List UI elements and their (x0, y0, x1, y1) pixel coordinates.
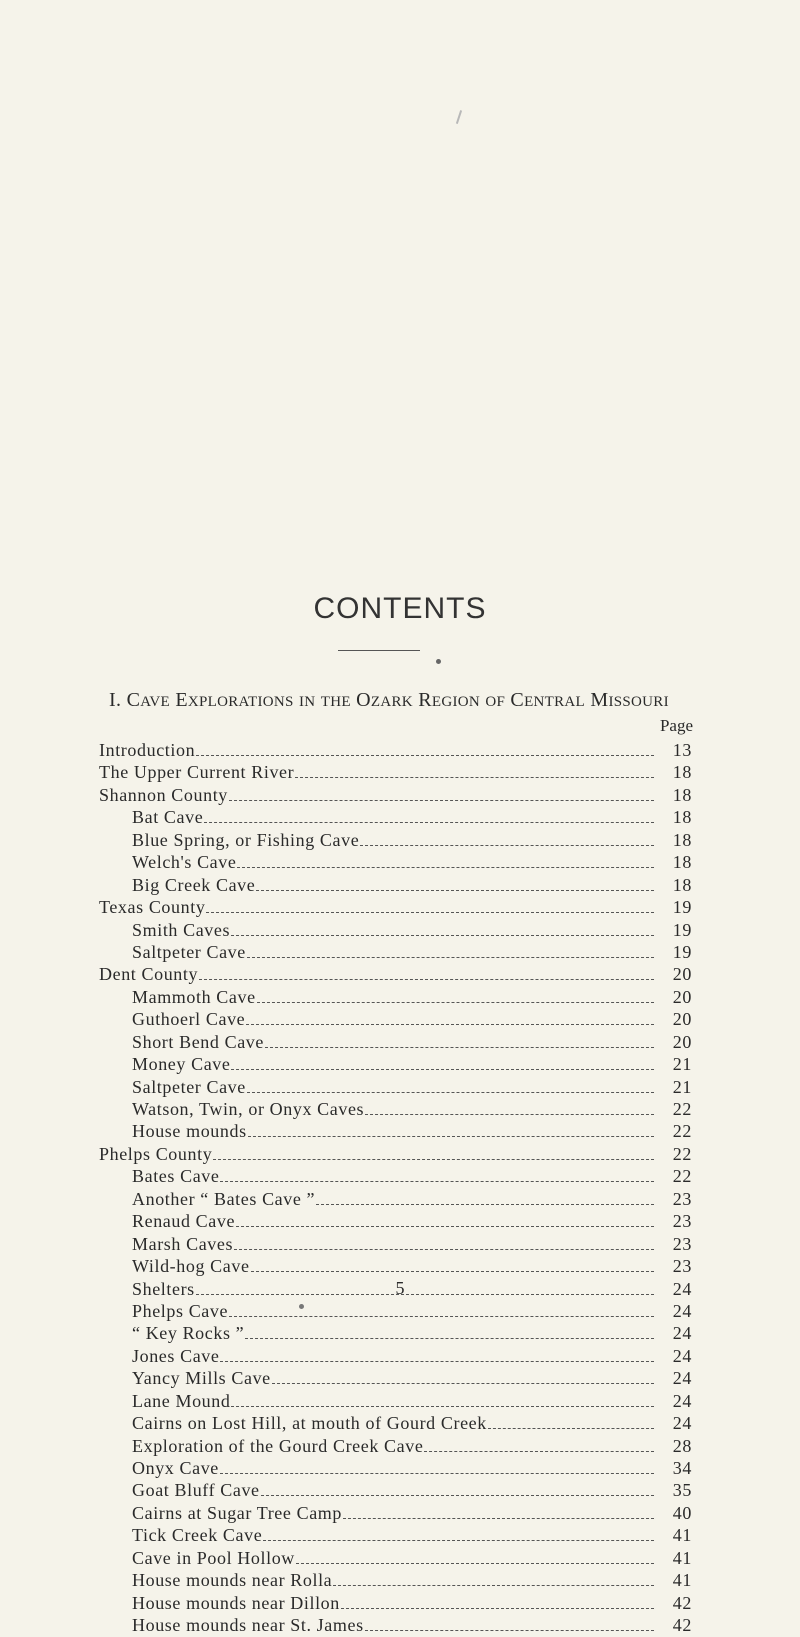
toc-entry-title: Smith Caves (132, 919, 231, 940)
toc-entry-page: 22 (672, 1121, 692, 1142)
toc-entry-page: 23 (672, 1188, 692, 1209)
toc-entry (99, 1008, 692, 1030)
dot-leader (265, 1047, 654, 1048)
part-title-word: IN (298, 694, 316, 710)
dot-leader (296, 1563, 654, 1564)
toc-entry (99, 1345, 692, 1367)
toc-entry-title: Phelps County (99, 1143, 213, 1164)
part-title-word: OF (485, 694, 506, 710)
toc-entry-page: 34 (672, 1458, 692, 1478)
toc-entry (99, 1076, 692, 1098)
toc-entry (99, 1367, 692, 1389)
toc-entry-title: Saltpeter Cave (132, 1076, 246, 1097)
toc-entry-title: Introduction (99, 740, 196, 760)
toc-entry (99, 1390, 692, 1412)
toc-entry-title: Mammoth Cave (132, 986, 256, 1007)
toc-entry (99, 806, 692, 828)
toc-entry-page: 18 (672, 807, 692, 828)
toc-entry-page: 20 (672, 1031, 692, 1052)
dot-leader (365, 1630, 654, 1631)
part-title-word: CAVE (126, 689, 171, 711)
toc-entry (99, 1255, 692, 1277)
dot-leader (213, 1159, 654, 1160)
toc-entry (99, 1031, 692, 1053)
part-title-word: EXPLORATIONS (175, 689, 294, 711)
toc-entry-title: “ Key Rocks ” (132, 1323, 245, 1344)
ink-spot (299, 1304, 304, 1309)
toc-entry-title: Cave in Pool Hollow (132, 1547, 295, 1568)
toc-entry-title: Exploration of the Gourd Creek Cave (132, 1435, 424, 1456)
toc-entry-title: Shelters (132, 1278, 195, 1299)
toc-entry-title: Big Creek Cave (132, 874, 256, 895)
toc-entry-page: 20 (672, 986, 692, 1007)
toc-entry (99, 829, 692, 851)
ornament-dot (436, 659, 441, 664)
toc-entry-page: 18 (672, 784, 692, 805)
contents-list (99, 739, 692, 1637)
part-title-word: THE (320, 694, 351, 710)
dot-leader (256, 890, 654, 891)
toc-entry-page: 13 (672, 740, 692, 760)
toc-entry-page: 24 (672, 1413, 692, 1434)
toc-entry-page: 18 (672, 852, 692, 873)
dot-leader (220, 1361, 654, 1362)
dot-leader (229, 800, 654, 801)
dot-leader (204, 822, 654, 823)
contents-heading: CONTENTS (313, 592, 487, 625)
toc-entry-title: Short Bend Cave (132, 1031, 264, 1052)
toc-entry (99, 1569, 692, 1591)
page-column-label: Page (659, 716, 693, 735)
dot-leader (245, 1338, 654, 1339)
toc-entry (99, 851, 692, 873)
dot-leader (272, 1383, 654, 1384)
dot-leader (424, 1451, 654, 1452)
dot-leader (206, 912, 654, 913)
toc-entry-title: The Upper Current River (99, 762, 295, 783)
dot-leader (295, 777, 654, 778)
toc-entry (99, 1120, 692, 1142)
dot-leader (220, 1473, 654, 1474)
toc-entry-title: Blue Spring, or Fishing Cave (132, 829, 360, 850)
toc-entry (99, 784, 692, 806)
toc-entry-page: 41 (672, 1525, 692, 1546)
toc-entry-page: 24 (672, 1323, 692, 1344)
toc-entry (99, 1165, 692, 1187)
dot-leader (196, 755, 654, 756)
dot-leader (360, 845, 654, 846)
toc-entry-page: 22 (672, 1143, 692, 1164)
toc-entry-title: Money Cave (132, 1054, 231, 1075)
dot-leader (365, 1114, 654, 1115)
toc-entry (99, 1412, 692, 1434)
dot-leader (247, 1092, 654, 1093)
toc-entry-title: Cairns at Sugar Tree Camp (132, 1502, 342, 1523)
toc-entry-title: Another “ Bates Cave ” (132, 1188, 316, 1209)
toc-entry-page: 24 (672, 1300, 692, 1321)
toc-entry-page: 35 (672, 1480, 692, 1501)
part-numeral: I. (109, 689, 122, 711)
toc-entry (99, 986, 692, 1008)
toc-entry-page: 24 (672, 1278, 692, 1299)
toc-entry-page: 18 (672, 874, 692, 895)
part-title (109, 689, 669, 712)
dot-leader (220, 1181, 654, 1182)
toc-entry (99, 874, 692, 896)
toc-entry (99, 1614, 692, 1636)
toc-entry (99, 1502, 692, 1524)
toc-entry-title: Goat Bluff Cave (132, 1480, 260, 1501)
dot-leader (236, 1226, 654, 1227)
toc-entry (99, 896, 692, 918)
dot-leader (199, 979, 654, 980)
dot-leader (343, 1518, 654, 1519)
toc-entry-page: 40 (672, 1502, 692, 1523)
dot-leader (333, 1585, 654, 1586)
toc-entry-title: Renaud Cave (132, 1211, 236, 1232)
toc-entry-page: 19 (672, 919, 692, 940)
toc-entry (99, 963, 692, 985)
toc-entry-title: House mounds near Dillon (132, 1592, 340, 1613)
toc-entry-title: Shannon County (99, 784, 228, 805)
toc-entry (99, 941, 692, 963)
toc-entry-title: House mounds near St. James (132, 1615, 364, 1636)
toc-entry-title: House mounds (132, 1121, 247, 1142)
toc-entry (99, 1592, 692, 1614)
toc-entry (99, 761, 692, 783)
toc-entry (99, 1435, 692, 1457)
toc-entry-page: 20 (672, 1009, 692, 1030)
dot-leader (248, 1136, 654, 1137)
toc-entry (99, 1188, 692, 1210)
toc-entry-title: Lane Mound (132, 1390, 231, 1411)
dot-leader (246, 1024, 654, 1025)
toc-entry-page: 24 (672, 1368, 692, 1389)
toc-entry-title: Texas County (99, 897, 206, 918)
toc-entry-page: 18 (672, 829, 692, 850)
toc-entry-page: 22 (672, 1099, 692, 1119)
toc-entry-title: Tick Creek Cave (132, 1525, 263, 1546)
toc-entry (99, 739, 692, 761)
dot-leader (251, 1271, 654, 1272)
part-title-word: CENTRAL (510, 689, 586, 711)
toc-entry-page: 28 (672, 1435, 692, 1456)
toc-entry (99, 1210, 692, 1232)
toc-entry (99, 1098, 692, 1120)
toc-entry-title: Jones Cave (132, 1345, 220, 1366)
dot-leader (341, 1608, 654, 1609)
toc-entry-title: Onyx Cave (132, 1458, 219, 1478)
toc-entry-title: Saltpeter Cave (132, 941, 246, 962)
toc-entry-page: 21 (672, 1076, 692, 1097)
toc-entry-page: 20 (672, 964, 692, 985)
toc-entry-page: 41 (672, 1570, 692, 1591)
toc-entry-page: 24 (672, 1390, 692, 1411)
toc-entry-page: 21 (672, 1054, 692, 1075)
toc-entry (99, 1322, 692, 1344)
dot-leader (229, 1316, 654, 1317)
part-title-word: OZARK (356, 689, 413, 711)
dot-leader (237, 867, 654, 868)
dot-leader (316, 1204, 654, 1205)
heading-rule (338, 650, 420, 651)
toc-entry (99, 1143, 692, 1165)
toc-entry (99, 1524, 692, 1546)
stray-pencil-mark (456, 110, 462, 124)
toc-entry-page: 24 (672, 1345, 692, 1366)
toc-entry-page: 23 (672, 1211, 692, 1232)
toc-entry (99, 1233, 692, 1255)
toc-entry-page: 18 (672, 762, 692, 783)
dot-leader (247, 957, 654, 958)
toc-entry-title: Marsh Caves (132, 1233, 234, 1254)
toc-entry-title: Wild-hog Cave (132, 1256, 250, 1277)
toc-entry (99, 1053, 692, 1075)
dot-leader (261, 1495, 654, 1496)
toc-entry-title: Phelps Cave (132, 1300, 229, 1321)
toc-entry-page: 41 (672, 1547, 692, 1568)
dot-leader (231, 1406, 654, 1407)
toc-entry-title: Dent County (99, 964, 199, 985)
toc-entry (99, 1300, 692, 1322)
toc-entry (99, 919, 692, 941)
toc-entry (99, 1479, 692, 1501)
dot-leader (488, 1428, 654, 1429)
part-title-word: REGION (418, 689, 481, 711)
toc-entry-title: Cairns on Lost Hill, at mouth of Gourd Creek (132, 1413, 487, 1434)
toc-entry-page: 19 (672, 897, 692, 918)
toc-entry-page: 19 (672, 941, 692, 962)
toc-entry-title: Watson, Twin, or Onyx Caves (132, 1099, 365, 1119)
toc-entry-title: Guthoerl Cave (132, 1009, 246, 1030)
part-title-word: MISSOURI (590, 689, 669, 711)
toc-entry (99, 1547, 692, 1569)
toc-entry (99, 1457, 692, 1479)
toc-entry-page: 23 (672, 1256, 692, 1277)
page-number: 5 (395, 1278, 405, 1298)
dot-leader (234, 1249, 654, 1250)
dot-leader (257, 1002, 654, 1003)
toc-entry-page: 42 (672, 1592, 692, 1613)
dot-leader (231, 1069, 654, 1070)
toc-entry-title: Welch's Cave (132, 852, 237, 873)
dot-leader (263, 1540, 654, 1541)
toc-entry-page: 42 (672, 1615, 692, 1636)
toc-entry-title: House mounds near Rolla (132, 1570, 333, 1591)
dot-leader (231, 935, 654, 936)
toc-entry-title: Yancy Mills Cave (132, 1368, 271, 1389)
toc-entry-page: 22 (672, 1166, 692, 1187)
toc-entry-page: 23 (672, 1233, 692, 1254)
toc-entry-title: Bates Cave (132, 1166, 220, 1187)
toc-entry-title: Bat Cave (132, 807, 204, 828)
